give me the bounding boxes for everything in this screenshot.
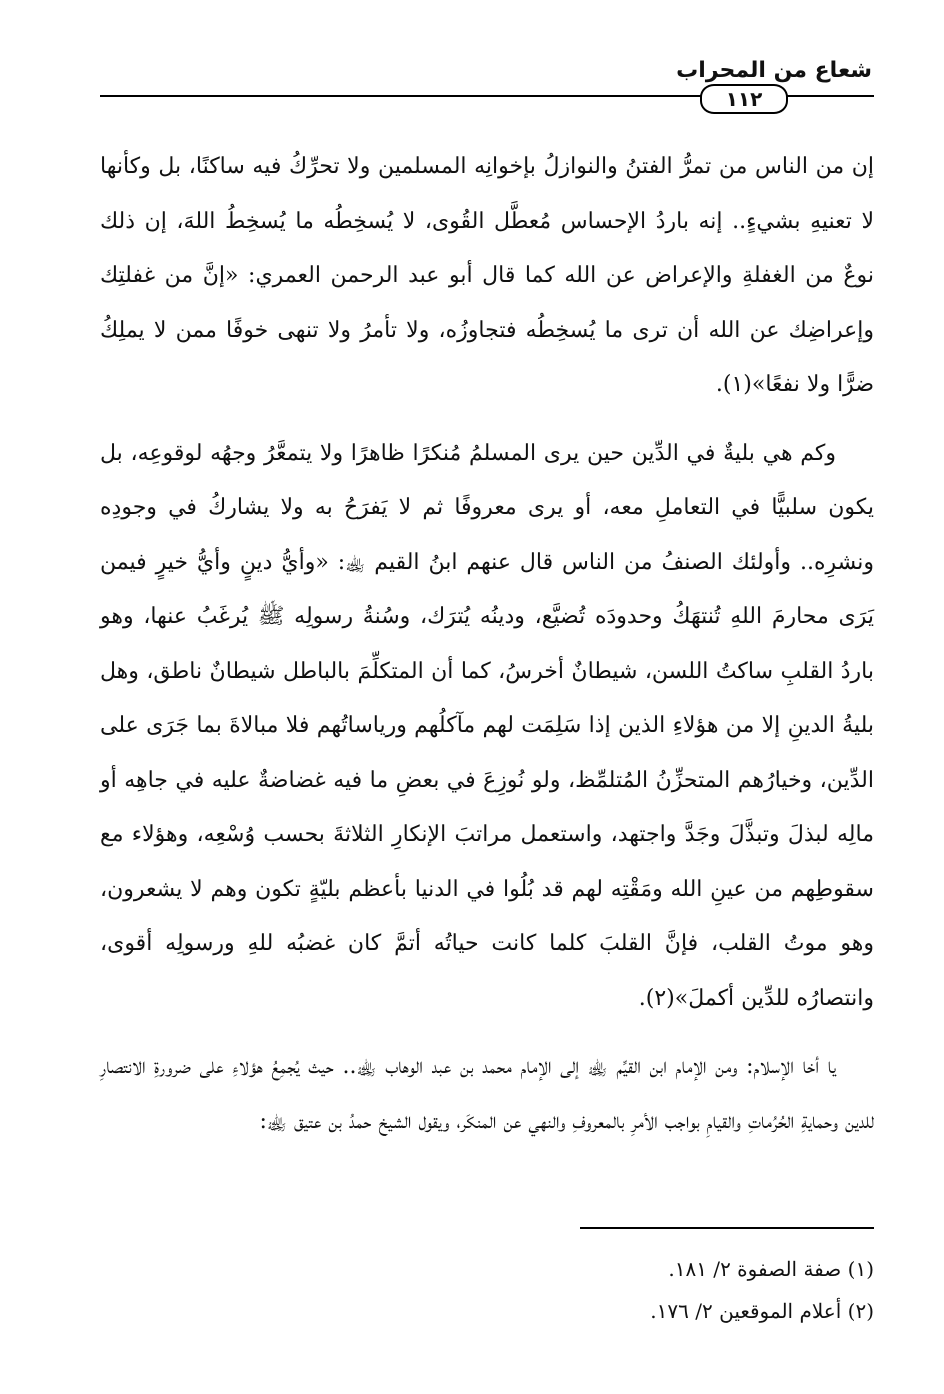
page-number: ١١٢ bbox=[700, 84, 788, 114]
footnote-1: (١) صفة الصفوة ٢/ ١٨١. bbox=[668, 1257, 874, 1281]
running-header-title: شعاع من المحراب bbox=[676, 58, 872, 83]
paragraph-1: إن من الناس من تمرُّ الفتنُ والنوازلُ بإخوانِه المسلمين ولا تحرِّكُ فيه ساكنًا، بل وكأنها لا تعنيهِ بشيءٍ.. إنه باردُ الإحساس مُعطَّل القُوى، لا يُسخِطُه ما يُسخِطُ اللهَ، إن ذلك نوعٌ من الغفلةِ والإعراض عن الله كما قال أبو عبد الرحمن العمري: «إنَّ من غفلتِك وإعراضِك عن الله أن ترى ما يُسخِطُه فتجاوزُه، ولا تأمرُ ولا تنهى خوفًا ممن لا يملِكُ ضرًّا ولا نفعًا»(١). bbox=[100, 154, 874, 397]
footnotes bbox=[374, 1248, 874, 1332]
paragraph-3: يا أخا الإسلام: ومن الإمام ابن القيِّم ﵀ إلى الإمام محمد بن عبد الوهاب ﵀.. حيث يُجمِعُ هؤلاءِ على ضرورةِ الانتصارِ للدين وحمايةِ الحُرُماتِ والقيامِ بواجب الأمرِ بالمعروفِ والنهي عن المنكَر، ويقول الشيخ حمدُ بن عتيق ﵀: bbox=[100, 1054, 874, 1134]
paragraph-2: وكم هي بليةٌ في الدِّين حين يرى المسلمُ مُنكرًا ظاهرًا ولا يتمعَّرُ وجهُه لوقوعِه، بل يكون سلبيًّا في التعاملِ معه، أو يرى معروفًا ثم لا يَفرَحُ به ولا يشاركُ في وجودِه ونشرِه.. وأولئك الصنفُ من الناس قال عنهم ابنُ القيم ﵀: «وأيُّ دينٍ وأيُّ خيرٍ فيمن يَرَى محارمَ اللهِ تُنتهَكُ وحدودَه تُضيَّع، ودينُه يُترَك، وسُنةُ رسولِه ﷺ يُرغَبُ عنها، وهو باردُ القلبِ ساكتُ اللسن، شيطانٌ أخرسُ، كما أن المتكلِّمَ بالباطل شيطانٌ ناطق، وهل بليةُ الدينِ إلا من هؤلاءِ الذين إذا سَلِمَت لهم مآكلُهم ورياساتُهم فلا مبالاةَ بما جَرَى على الدِّين، وخيارُهم المتحزِّنُ المُتلمِّظ، ولو نُوزِعَ في بعضِ ما فيه غضاضةٌ عليه في جاهِه أو مالِه لبذلَ وتبذَّلَ وجَدَّ واجتهد، واستعمل مراتبَ الإنكارِ الثلاثةَ بحسب وُسْعِه، وهؤلاء مع سقوطِهم من عينِ الله ومَقْتِه لهم قد بُلُوا في الدنيا بأعظم بليّةٍ تكون وهم لا يشعرون، وهو موتُ القلب، فإنَّ القلبَ كلما كانت حياتُه أتمَّ كان غضبُه للهِ ورسولِه أقوى، وانتصارُه للدِّين أكملَ»(٢). bbox=[100, 440, 874, 1011]
footnote-separator bbox=[580, 1227, 874, 1229]
footnote-2: (٢) أعلام الموقعين ٢/ ١٧٦. bbox=[650, 1299, 874, 1323]
main-text bbox=[100, 140, 874, 1163]
